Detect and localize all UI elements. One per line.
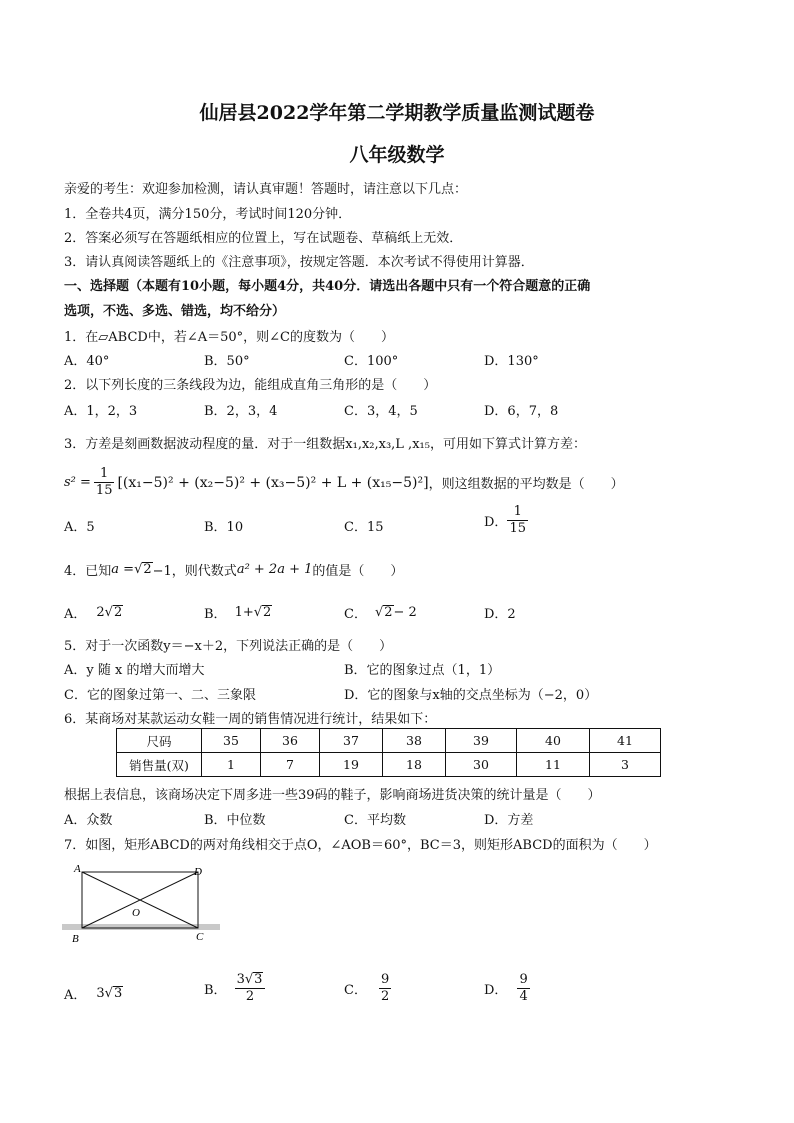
q7-option-a-root: 3 <box>113 986 123 1001</box>
table-header-sales: 销售量(双) <box>117 753 202 777</box>
q7-option-a-label: A． <box>64 988 87 1003</box>
q6-option-d: D．方差 <box>484 813 534 828</box>
q4-option-a-coef: 2 <box>96 605 105 620</box>
q7-option-d <box>484 972 530 1005</box>
q5-option-c: C．它的图象过第一、二、三象限 <box>64 688 256 703</box>
q4-stem-pre: 4．已知 <box>64 564 112 579</box>
q6-option-c: C．平均数 <box>344 813 406 828</box>
q4-option-b-pre: 1+ <box>234 605 254 620</box>
q3-formula-tail: ，则这组数据的平均数是（ ） <box>428 477 624 492</box>
q3-option-d-den: 15 <box>509 521 526 536</box>
table-cell: 37 <box>320 729 383 753</box>
table-row <box>117 753 661 777</box>
figure-label-o: O <box>132 907 140 919</box>
q7-option-c <box>344 972 391 1005</box>
q7-option-b <box>204 972 265 1005</box>
q4-option-a-root: 2 <box>113 605 123 620</box>
table-header-size: 尺码 <box>117 729 202 753</box>
q4-option-a-label: A． <box>64 607 87 622</box>
q3-formula-num: 1 <box>94 466 115 483</box>
q4-option-c: C． √ 2 − 2 <box>344 605 417 622</box>
q3-formula-den: 15 <box>95 483 113 498</box>
q4-stem-mid: −1，则代数式 <box>152 564 237 579</box>
q2-option-b: B．2，3，4 <box>204 404 278 419</box>
q1-option-c: C．100° <box>344 354 399 369</box>
q7-option-d-num: 9 <box>519 972 528 987</box>
q2-stem: 2．以下列长度的三条线段为边，能组成直角三角形的是（ ） <box>64 378 437 393</box>
q2-option-a: A．1，2，3 <box>64 404 138 419</box>
q7-option-d-fraction <box>517 972 529 1005</box>
notes-intro: 亲爱的考生：欢迎参加检测，请认真审题！答题时，请注意以下几点： <box>64 182 468 197</box>
table-cell: 38 <box>383 729 446 753</box>
table-cell: 3 <box>590 753 661 777</box>
table-cell: 1 <box>202 753 261 777</box>
table-cell: 36 <box>261 729 320 753</box>
q3-formula-body: [(x₁−5)² + (x₂−5)² + (x₃−5)² + L + (x₁₅−5)²] <box>117 474 429 491</box>
table-cell: 41 <box>590 729 661 753</box>
q4-stem-root: 2 <box>143 562 152 577</box>
q4-stem-a: a = <box>111 562 135 577</box>
q4-option-c-post: − 2 <box>393 605 417 620</box>
table-cell: 30 <box>446 753 517 777</box>
exam-subtitle: 八年级数学 <box>349 144 445 166</box>
q4-option-d: D．2 <box>484 607 516 622</box>
q3-option-d-label: D． <box>484 515 508 530</box>
q1-option-d: D．130° <box>484 354 539 369</box>
q7-option-c-label: C． <box>344 983 367 998</box>
q7-rectangle-figure <box>62 860 222 950</box>
figure-label-b: B <box>72 933 79 945</box>
q4-stem-expr: a² + 2a + 1 <box>236 562 313 577</box>
q3-option-d-num: 1 <box>507 504 528 521</box>
q7-option-a-coef: 3 <box>96 986 105 1001</box>
q3-option-a: A．5 <box>64 520 95 535</box>
section-heading-line2: 选项，不选、多选、错选，均不给分） <box>64 304 286 319</box>
q6-stem: 6．某商场对某款运动女鞋一周的销售情况进行统计，结果如下： <box>64 712 437 727</box>
figure-label-c: C <box>196 931 204 943</box>
table-cell: 18 <box>383 753 446 777</box>
notes-item-2: 2．答案必须写在答题纸相应的位置上，写在试题卷、草稿纸上无效． <box>64 231 463 246</box>
q7-option-d-label: D． <box>484 983 508 998</box>
notes-item-3: 3．请认真阅读答题纸上的《注意事项》，按规定答题．本次考试不得使用计算器． <box>64 255 534 270</box>
q3-formula-lhs: s² = <box>64 475 91 490</box>
q3-option-d-fraction <box>507 504 528 537</box>
q5-option-b: B．它的图象过点（1，1） <box>344 663 501 678</box>
q7-option-b-label: B． <box>204 983 227 998</box>
q6-option-b: B．中位数 <box>204 813 266 828</box>
figure-label-a: A <box>74 863 81 875</box>
table-cell: 35 <box>202 729 261 753</box>
q4-option-b-label: B． <box>204 607 227 622</box>
q7-option-b-num: 3√3 <box>235 972 266 989</box>
q4-stem: 4．已知 a = √ 2 −1，则代数式 a² + 2a + 1 的值是（ ） <box>64 562 404 579</box>
q6-sales-table <box>116 728 661 777</box>
q7-option-d-den: 4 <box>519 989 528 1004</box>
q4-option-b-root: 2 <box>263 605 272 620</box>
q3-option-c: C．15 <box>344 520 384 535</box>
q7-stem: 7．如图，矩形ABCD的两对角线相交于点O，∠AOB＝60°，BC＝3，则矩形ABCD的面积为（ ） <box>64 838 657 853</box>
q4-option-a: A． 2 √ 2 <box>64 605 123 622</box>
table-cell: 40 <box>517 729 590 753</box>
q7-option-c-num: 9 <box>380 972 390 987</box>
q1-option-a: A．40° <box>64 354 110 369</box>
q3-option-b: B．10 <box>204 520 244 535</box>
q5-option-d: D．它的图象与x轴的交点坐标为（−2，0） <box>344 688 598 703</box>
q5-stem: 5．对于一次函数y＝−x＋2，下列说法正确的是（ ） <box>64 639 393 654</box>
q3-stem: 3．方差是刻画数据波动程度的量．对于一组数据x₁,x₂,x₃,L ,x₁₅，可用如下算式计算方差： <box>64 437 586 452</box>
section-heading-line1: 一、选择题（本题有10小题，每小题4分，共40分．请选出各题中只有一个符合题意的正确 <box>64 279 591 294</box>
q4-option-c-root: 2 <box>384 605 393 620</box>
notes-item-1: 1．全卷共4页，满分150分，考试时间120分钟． <box>64 207 352 222</box>
q7-option-b-fraction <box>235 972 266 1005</box>
table-row <box>117 729 661 753</box>
q7-option-b-den: 2 <box>245 989 255 1004</box>
table-cell: 19 <box>320 753 383 777</box>
exam-title: 仙居县2022学年第二学期教学质量监测试题卷 <box>199 102 595 124</box>
table-cell: 11 <box>517 753 590 777</box>
q2-option-d: D．6，7，8 <box>484 404 559 419</box>
q6-option-a: A．众数 <box>64 813 113 828</box>
q6-follow: 根据上表信息，该商场决定下周多进一些39码的鞋子，影响商场进货决策的统计量是（ ） <box>64 788 601 803</box>
q3-formula <box>64 466 624 499</box>
q3-formula-fraction <box>94 466 115 499</box>
q7-option-c-fraction <box>379 972 391 1005</box>
q1-option-b: B．50° <box>204 354 250 369</box>
q7-option-a: A． 3 √ 3 <box>64 986 123 1003</box>
q4-option-c-label: C． <box>344 607 367 622</box>
table-cell: 39 <box>446 729 517 753</box>
q2-option-c: C．3，4，5 <box>344 404 418 419</box>
table-cell: 7 <box>261 753 320 777</box>
q4-stem-post: 的值是（ ） <box>312 564 404 579</box>
q3-option-d <box>484 504 528 537</box>
q7-option-c-den: 2 <box>380 989 390 1004</box>
figure-label-d: D <box>194 866 202 878</box>
q1-stem: 1．在▱ABCD中，若∠A＝50°，则∠C的度数为（ ） <box>64 330 394 345</box>
q5-option-a: A．y 随 x 的增大而增大 <box>64 663 205 678</box>
q4-option-b: B． 1+ √ 2 <box>204 605 272 622</box>
